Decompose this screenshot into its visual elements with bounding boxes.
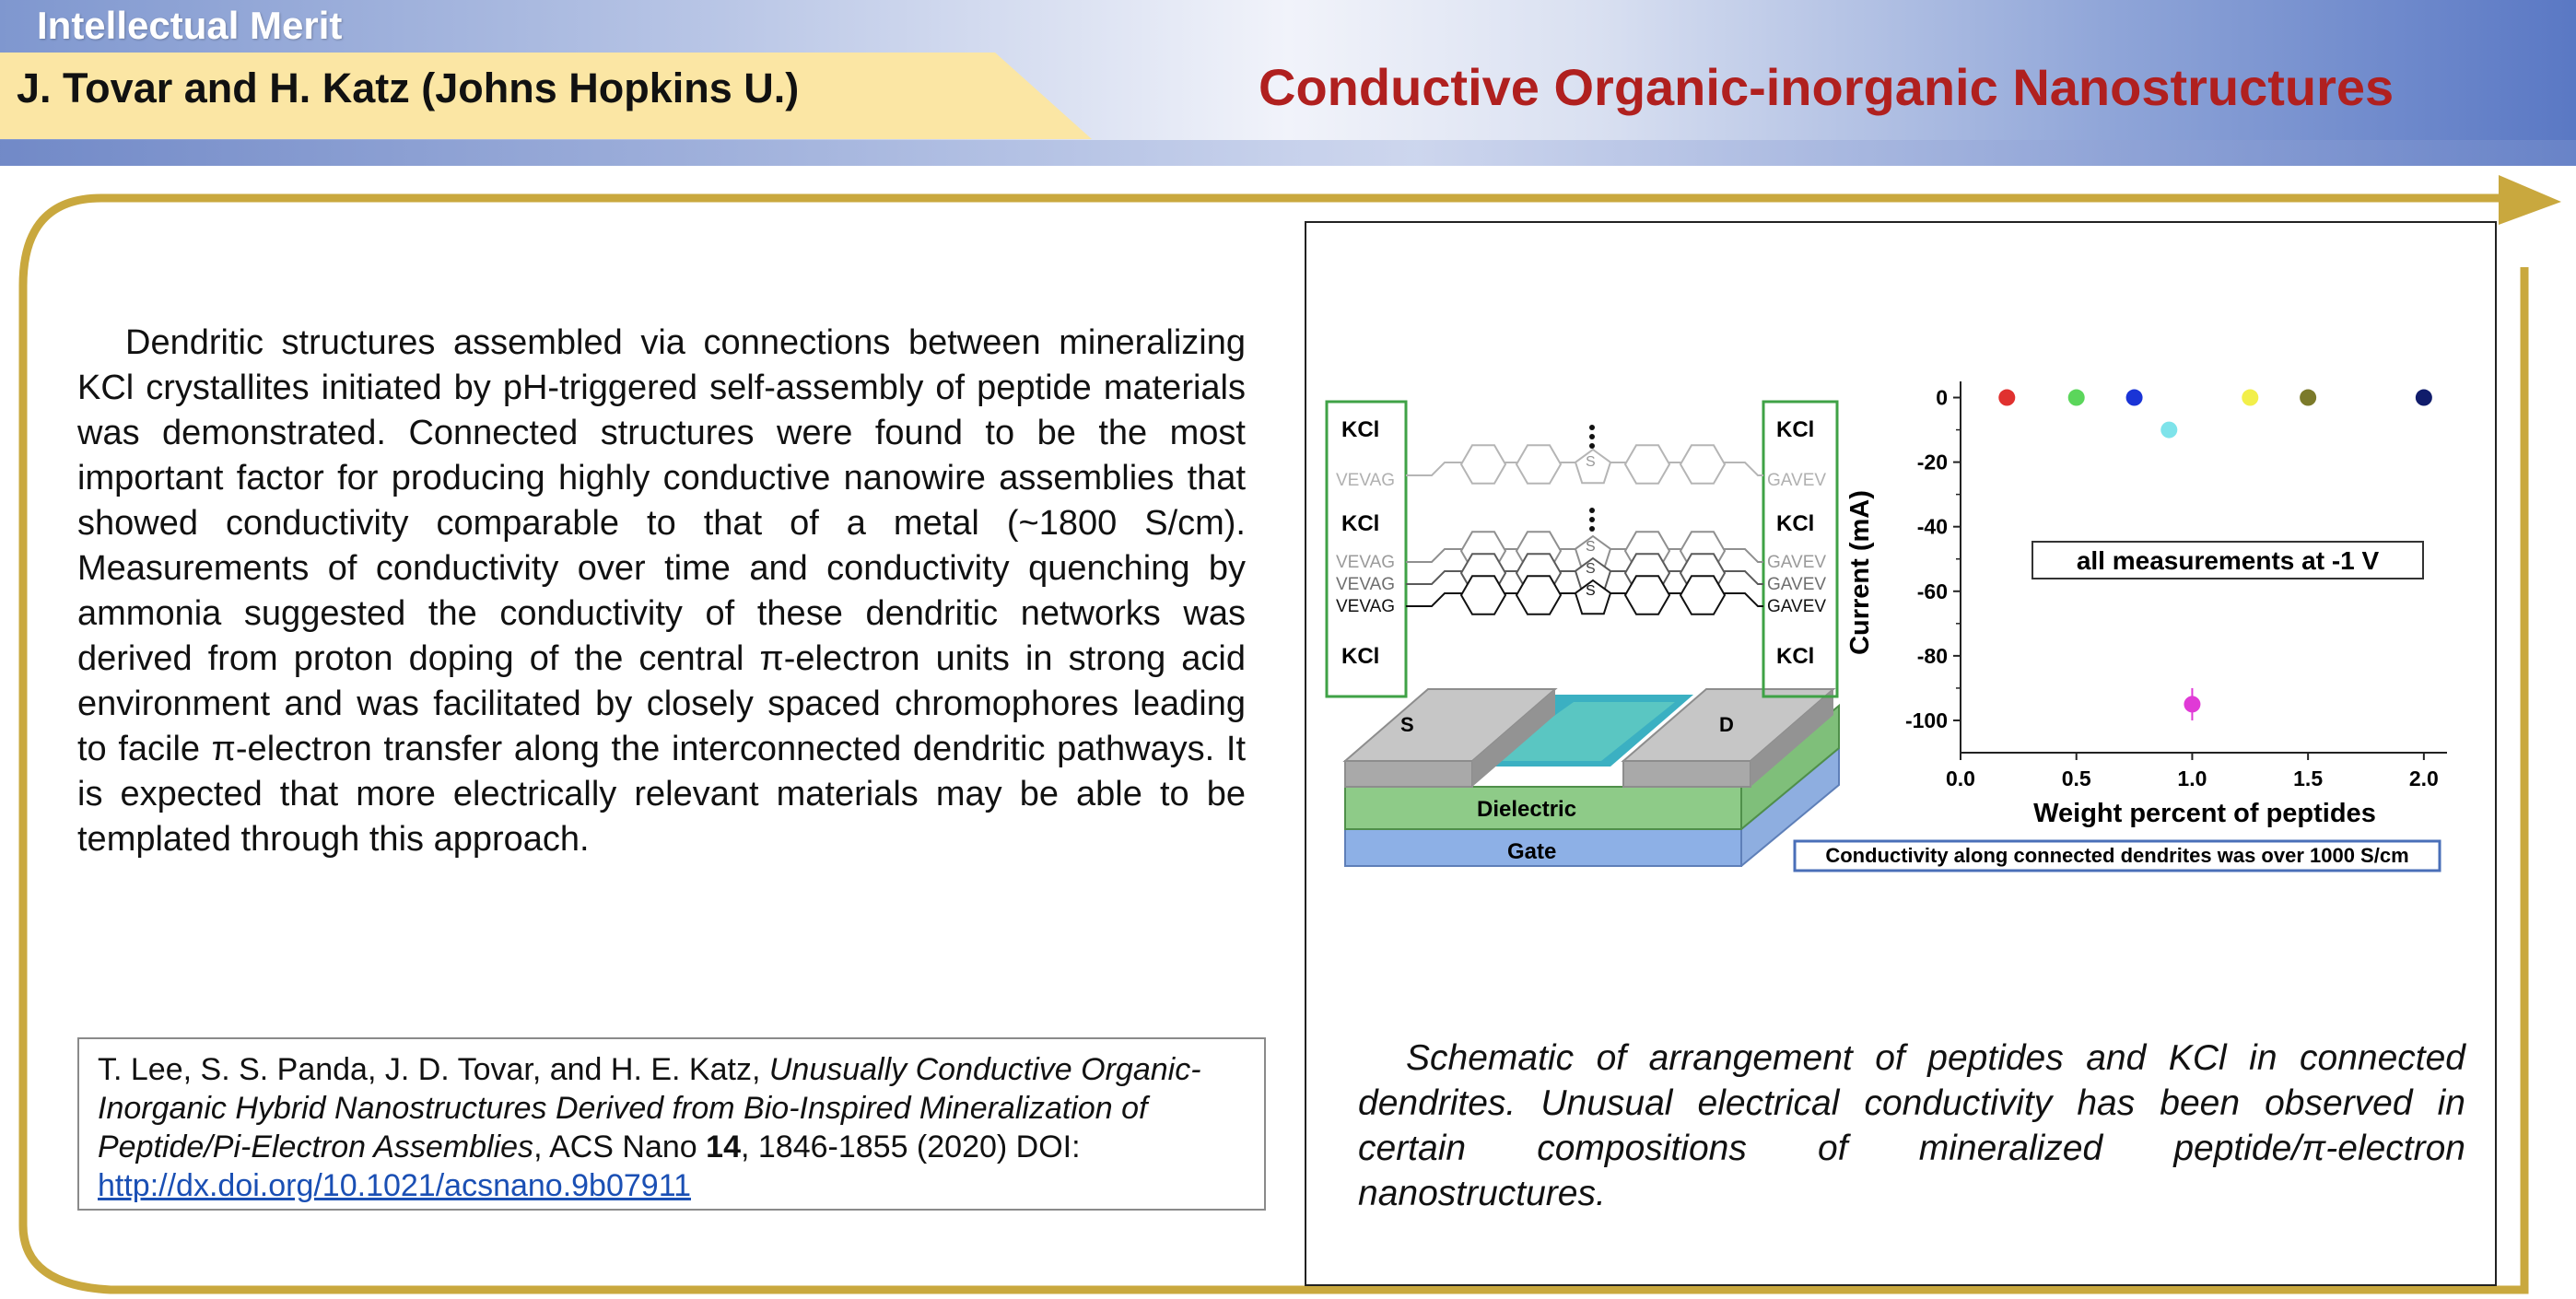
slide-title: Conductive Organic-inorganic Nanostructures xyxy=(1259,58,2395,116)
left-peptide-4: VEVAG xyxy=(1336,597,1396,616)
x-tick-label: 1.5 xyxy=(2293,767,2324,790)
sulfur-label-2: S xyxy=(1586,539,1596,555)
drain-label: D xyxy=(1719,713,1734,736)
data-point xyxy=(1998,390,2015,406)
data-point xyxy=(2068,390,2085,406)
data-point xyxy=(2416,390,2432,406)
body-paragraph: Dendritic structures assembled via connections between mineralizing KCl crystallites initiated by pH-triggered self-assembly of peptide materials was demonstrated. Connected structures were found to be the most important factor for producing highly conductive nanowire assemblies that showed conductivity comparable to that of a metal (~1800 S/cm). Measurements of conductivity over time and conductivity quenching by ammonia suggested the conductivity of these dendritic networks was derived from proton doping of the central π-electron units in strong acid environment and was facilitated by closely spaced chromophores leading to facile π-electron transfer along the interconnected dendritic pathways. It is expected that more electrically relevant materials may be able to be templated through this approach. xyxy=(77,323,1246,859)
data-point xyxy=(2300,390,2316,406)
left-peptide-3: VEVAG xyxy=(1336,575,1396,594)
figure-box xyxy=(1305,221,2497,1286)
figure-graphic xyxy=(1306,223,2495,1034)
x-tick-label: 1.0 xyxy=(2177,767,2207,790)
y-tick-label: -80 xyxy=(1916,643,1948,668)
benzene-ring xyxy=(1461,445,1505,484)
y-tick-label: 0 xyxy=(1936,385,1948,410)
y-tick-label: -100 xyxy=(1904,708,1948,732)
chart-xlabel: Weight percent of peptides xyxy=(2033,799,2376,828)
right-peptide-3: GAVEV xyxy=(1767,575,1827,594)
source-front xyxy=(1345,761,1472,787)
y-tick-label: -60 xyxy=(1916,579,1948,603)
reference-authors: T. Lee, S. S. Panda, J. D. Tovar, and H. E. Katz, xyxy=(98,1052,769,1087)
frame-arrow-icon xyxy=(2499,175,2561,225)
data-point xyxy=(2184,696,2200,712)
frame-arrow-stem xyxy=(2499,197,2508,206)
gate-label: Gate xyxy=(1507,839,1557,864)
reference-pages: , 1846-1855 (2020) DOI: xyxy=(741,1129,1081,1164)
left-peptide-1: VEVAG xyxy=(1336,471,1396,490)
benzene-ring xyxy=(1516,445,1561,484)
x-tick-label: 2.0 xyxy=(2408,767,2439,790)
drain-front xyxy=(1623,761,1751,787)
figure-caption: Schematic of arrangement of peptides and KCl in connected dendrites. Unusual electrical conductivity has been observed in certain compositions of mineralized peptide/π-electron nanostructures. xyxy=(1358,1038,2465,1213)
right-kcl-1: KCl xyxy=(1776,417,1815,442)
data-point xyxy=(2242,390,2258,406)
section-label: Intellectual Merit xyxy=(37,4,343,47)
device-schematic xyxy=(1327,402,1839,866)
chart-ylabel: Current (mA) xyxy=(1845,490,1875,655)
dielectric-label: Dielectric xyxy=(1477,797,1577,822)
data-point xyxy=(2160,422,2177,439)
left-peptide-2: VEVAG xyxy=(1336,553,1396,572)
sulfur-label-1: S xyxy=(1586,454,1596,470)
reference-journal: , ACS Nano xyxy=(533,1129,707,1164)
x-tick-label: 0.5 xyxy=(2061,767,2091,790)
right-peptide-4: GAVEV xyxy=(1767,597,1827,616)
sulfur-label-3: S xyxy=(1586,561,1596,577)
left-kcl-2: KCl xyxy=(1341,511,1380,536)
benzene-ring xyxy=(1680,445,1725,484)
y-tick-label: -40 xyxy=(1916,514,1948,539)
left-kcl-3: KCl xyxy=(1341,644,1380,669)
right-kcl-2: KCl xyxy=(1776,511,1815,536)
reference-title: Unusually Conductive Organic-Inorganic Hybrid Nanostructures Derived from Bio-Inspired Mineralization of Peptide/Pi-Electron Assemblies xyxy=(98,1052,1201,1164)
benzene-ring xyxy=(1625,445,1669,484)
doi-link[interactable]: http://dx.doi.org/10.1021/acsnano.9b07911 xyxy=(98,1168,691,1203)
right-peptide-2: GAVEV xyxy=(1767,553,1827,572)
right-kcl-3: KCl xyxy=(1776,644,1815,669)
x-tick-label: 0.0 xyxy=(1946,767,1975,790)
data-point xyxy=(2126,390,2143,406)
reference-volume: 14 xyxy=(706,1129,741,1164)
conductivity-note: Conductivity along connected dendrites was over 1000 S/cm xyxy=(1825,844,2409,867)
sulfur-label-4: S xyxy=(1586,583,1596,599)
annotation-text: all measurements at -1 V xyxy=(2076,546,2380,575)
authors-label: J. Tovar and H. Katz (Johns Hopkins U.) xyxy=(17,64,800,111)
y-tick-label: -20 xyxy=(1916,450,1948,474)
current-chart xyxy=(1845,381,2447,828)
reference-box xyxy=(77,1037,1266,1211)
molecular-stacks xyxy=(1406,445,1763,614)
right-peptide-1: GAVEV xyxy=(1767,471,1827,490)
source-label: S xyxy=(1400,713,1414,736)
left-kcl-1: KCl xyxy=(1341,417,1380,442)
